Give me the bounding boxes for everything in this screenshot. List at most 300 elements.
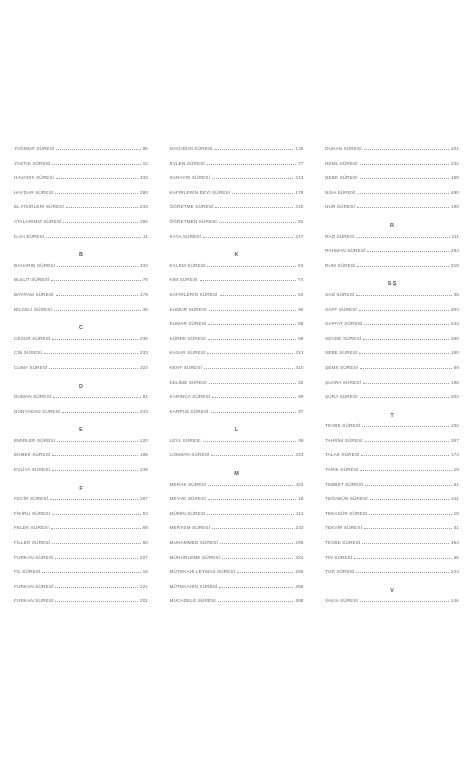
entry-name: TEBBET SÜRESİ xyxy=(325,481,364,487)
dot-leader xyxy=(52,336,138,340)
dot-leader xyxy=(232,190,293,194)
entry-page-number: 390 xyxy=(139,189,148,195)
index-entry xyxy=(14,292,148,307)
index-entry xyxy=(325,204,459,219)
entry-page-number: 190 xyxy=(450,204,459,210)
index-entry xyxy=(14,511,148,526)
entry-name: BULUT SÜRESİ xyxy=(14,277,50,283)
dot-leader xyxy=(212,394,296,398)
entry-name: SAD SÜRESİ xyxy=(325,291,355,297)
entry-page-number: 310 xyxy=(295,364,304,370)
entry-page-number: 52 xyxy=(298,218,304,224)
section-letter: K xyxy=(234,252,239,259)
entry-page-number: 138 xyxy=(139,467,148,473)
dot-leader xyxy=(57,263,138,267)
entry-page-number: 18 xyxy=(453,510,459,516)
entry-name: KARPUZ SÜRESİ xyxy=(169,408,209,414)
entry-page-number: 111 xyxy=(451,233,459,239)
dot-leader xyxy=(211,409,297,413)
dot-leader xyxy=(204,365,294,369)
entry-name: ÖĞRETME SÜRESİ xyxy=(169,204,214,210)
entry-page-number: 159 xyxy=(450,175,459,181)
dot-leader xyxy=(52,452,138,456)
entry-page-number: 298 xyxy=(295,540,304,546)
index-entry xyxy=(14,467,148,482)
dot-leader xyxy=(52,511,141,515)
entry-page-number: 46 xyxy=(142,306,148,312)
entry-page-number: 318 xyxy=(450,262,459,268)
index-entry xyxy=(14,234,148,249)
index-entry xyxy=(325,146,459,161)
entry-page-number: 63 xyxy=(298,262,304,268)
index-entry xyxy=(14,161,148,176)
entry-name: MEYVE SÜRESİ xyxy=(169,496,206,502)
entry-name: RUM SÜRESİ xyxy=(325,262,356,268)
index-entry xyxy=(170,365,304,380)
index-entry xyxy=(170,380,304,395)
entry-name: TEĞABÜN SÜRESİ xyxy=(325,496,368,502)
dot-leader xyxy=(362,540,449,544)
dot-leader xyxy=(219,584,293,588)
entry-name: EVLİYA SÜRESİ xyxy=(14,467,50,473)
entry-name: FURKAN SÜRESİ xyxy=(14,583,54,589)
index-entry xyxy=(170,336,304,351)
entry-page-number: 102 xyxy=(450,423,459,429)
index-column xyxy=(14,146,148,604)
dot-leader xyxy=(56,146,140,150)
section-letter: M xyxy=(234,471,239,478)
entry-name: FİLLER SÜRESİ xyxy=(14,540,50,546)
index-entry xyxy=(325,161,459,176)
dot-leader xyxy=(364,321,449,325)
dot-leader xyxy=(369,511,451,515)
entry-page-number: 39 xyxy=(298,437,304,443)
entry-name: EMİRLER SÜRESİ xyxy=(14,437,55,443)
entry-name: SAFF SÜRESİ xyxy=(325,306,357,312)
dot-leader xyxy=(63,219,138,223)
entry-name: SEBE SÜRESİ xyxy=(325,350,358,356)
entry-name: VAKIA SÜRESİ xyxy=(325,598,359,604)
index-entry xyxy=(14,394,148,409)
dot-leader xyxy=(51,277,140,281)
entry-name: MÜTEKAHİN SÜRESİ xyxy=(169,583,218,589)
entry-name: FİL SÜRESİ xyxy=(14,569,41,575)
index-entry xyxy=(170,452,304,467)
entry-page-number: 88 xyxy=(298,335,304,341)
index-entry xyxy=(170,584,304,599)
dot-leader xyxy=(203,438,296,442)
dot-leader xyxy=(54,307,141,311)
dot-leader xyxy=(207,263,296,267)
entry-page-number: 255 xyxy=(295,569,304,575)
entry-name: KALEM SÜRESİ xyxy=(169,262,206,268)
dot-leader xyxy=(207,350,293,354)
entry-page-number: 19 xyxy=(453,467,459,473)
dot-leader xyxy=(364,525,452,529)
entry-name: NUR SÜRESİ xyxy=(325,204,355,210)
entry-name: KASAR SÜRESİ xyxy=(169,350,206,356)
dot-leader xyxy=(357,263,448,267)
entry-name: ŞEMS SÜRESİ xyxy=(325,364,359,370)
dot-leader xyxy=(50,496,138,500)
index-entry xyxy=(325,263,459,278)
index-entry xyxy=(170,598,304,613)
entry-name: KİM SÜRESİ xyxy=(169,277,198,283)
dot-leader xyxy=(220,540,293,544)
entry-name: KÜREK SÜRESİ xyxy=(169,335,206,341)
entry-name: BAHARIN SÜRESİ xyxy=(14,262,55,268)
entry-name: DUHAN SÜRESİ xyxy=(325,146,362,151)
entry-page-number: 227 xyxy=(139,554,148,560)
entry-page-number: 99 xyxy=(298,394,304,400)
entry-page-number: 121 xyxy=(139,583,148,589)
dot-leader xyxy=(354,555,451,559)
entry-page-number: 332 xyxy=(139,175,148,181)
entry-name: LOKMAN SÜRESİ xyxy=(169,452,210,458)
dot-leader xyxy=(361,452,448,456)
entry-page-number: 178 xyxy=(139,291,148,297)
entry-name: TEKASÜR SÜRESİ xyxy=(325,510,368,516)
index-entry xyxy=(170,292,304,307)
entry-name: CUMA SÜRESİ xyxy=(14,364,48,370)
entry-name: CİN SÜRESİ xyxy=(14,350,42,356)
entry-page-number: 223 xyxy=(450,569,459,575)
entry-page-number: 179 xyxy=(295,189,304,195)
entry-name: RAHMAN SÜRESİ xyxy=(325,248,366,254)
section-letter: T xyxy=(390,412,394,419)
entry-page-number: 288 xyxy=(295,583,304,589)
entry-page-number: 454 xyxy=(450,540,459,546)
index-column xyxy=(169,146,304,604)
index-entry xyxy=(170,204,304,219)
index-entry xyxy=(325,175,459,190)
index-entry xyxy=(325,292,459,307)
dot-leader xyxy=(211,452,293,456)
dot-leader xyxy=(52,161,140,165)
dot-leader xyxy=(215,204,293,208)
index-entry xyxy=(170,219,304,234)
entry-name: FELEK SÜRESİ xyxy=(14,525,49,531)
dot-leader xyxy=(46,234,141,238)
entry-page-number: 18 xyxy=(298,496,304,502)
index-entry xyxy=(170,496,304,511)
entry-name: DUMAN SÜRESİ xyxy=(14,394,52,400)
index-entry xyxy=(14,219,148,234)
index-entry xyxy=(14,438,148,453)
dot-leader xyxy=(359,307,449,311)
dot-leader xyxy=(62,409,138,413)
index-entry xyxy=(325,511,459,526)
entry-page-number: 101 xyxy=(450,146,459,151)
dot-leader xyxy=(208,496,296,500)
index-entry xyxy=(170,569,304,584)
index-entry xyxy=(170,438,304,453)
entry-page-number: 235 xyxy=(139,335,148,341)
dot-leader xyxy=(356,569,448,573)
entry-page-number: 31 xyxy=(453,525,459,531)
entry-page-number: 323 xyxy=(139,364,148,370)
entry-page-number: 404 xyxy=(450,394,459,400)
entry-name: FURKAN SÜRESİ xyxy=(14,598,54,604)
index-entry xyxy=(14,307,148,322)
entry-name: İLAH SÜRESİ xyxy=(14,233,45,239)
dot-leader xyxy=(360,598,449,602)
section-letter: L xyxy=(234,427,239,434)
entry-page-number: 88 xyxy=(298,321,304,327)
entry-name: BAYRAM SÜRESİ xyxy=(14,291,54,297)
entry-name: LEYL SÜRESİ xyxy=(169,437,201,443)
entry-page-number: 150 xyxy=(139,218,148,224)
index-entry xyxy=(14,190,148,205)
entry-page-number: 11 xyxy=(142,233,148,239)
entry-page-number: 12 xyxy=(142,160,148,166)
index-entry xyxy=(14,204,148,219)
index-entry xyxy=(170,350,304,365)
entry-page-number: 187 xyxy=(139,496,148,502)
section-letter: E xyxy=(79,427,83,434)
dot-leader xyxy=(363,336,449,340)
entry-name: EKMEK SÜRESİ xyxy=(14,452,51,458)
index-columns xyxy=(14,146,459,604)
entry-page-number: 213 xyxy=(295,175,304,181)
index-entry xyxy=(14,263,148,278)
dot-leader xyxy=(218,598,294,602)
dot-leader xyxy=(222,555,293,559)
entry-page-number: 233 xyxy=(139,350,148,356)
dot-leader xyxy=(212,175,293,179)
index-entry xyxy=(325,350,459,365)
dot-leader xyxy=(53,394,140,398)
entry-page-number: 136 xyxy=(295,146,304,151)
dot-leader xyxy=(208,336,296,340)
index-entry xyxy=(14,365,148,380)
entry-page-number: 180 xyxy=(450,350,459,356)
entry-page-number: 443 xyxy=(450,321,459,327)
entry-page-number: 232 xyxy=(295,525,304,531)
index-entry xyxy=(325,234,459,249)
entry-name: KAYA SÜRESİ xyxy=(169,233,201,239)
dot-leader xyxy=(44,350,138,354)
dot-leader xyxy=(360,161,449,165)
entry-name: EL FİKİRLERİ SÜRESİ xyxy=(14,204,64,210)
index-entry xyxy=(325,307,459,322)
entry-page-number: 411 xyxy=(451,496,459,502)
entry-page-number: 66 xyxy=(453,554,459,560)
dot-leader xyxy=(365,438,449,442)
index-entry xyxy=(14,175,148,190)
entry-name: DÜNYADAN SÜRESİ xyxy=(14,408,61,414)
entry-name: MERAK SÜRESİ xyxy=(169,481,207,487)
entry-name: MÜCADELE SÜRESİ xyxy=(169,598,216,604)
index-entry xyxy=(170,307,304,322)
entry-page-number: 174 xyxy=(450,452,459,458)
dot-leader xyxy=(55,555,138,559)
index-entry xyxy=(170,263,304,278)
index-entry xyxy=(325,482,459,497)
dot-leader xyxy=(207,161,296,165)
entry-page-number: 89 xyxy=(142,525,148,531)
dot-leader xyxy=(42,569,140,573)
index-entry xyxy=(170,511,304,526)
entry-page-number: 232 xyxy=(450,160,459,166)
entry-name: FURKAN SÜRESİ xyxy=(14,554,54,560)
entry-page-number: 201 xyxy=(139,598,148,604)
dot-leader xyxy=(363,380,449,384)
entry-page-number: 304 xyxy=(450,306,459,312)
entry-name: TEKVİR SÜRESİ xyxy=(325,525,362,531)
index-entry xyxy=(325,380,459,395)
entry-page-number: 324 xyxy=(295,554,304,560)
entry-page-number: 74 xyxy=(298,277,304,283)
entry-name: CESUR SÜRESİ xyxy=(14,335,51,341)
index-entry xyxy=(170,190,304,205)
dot-leader xyxy=(219,219,296,223)
index-entry xyxy=(14,569,148,584)
index-entry xyxy=(325,321,459,336)
dot-leader xyxy=(55,584,138,588)
entry-name: TEVBE SÜRESİ xyxy=(325,423,361,429)
index-entry xyxy=(325,248,459,263)
index-entry xyxy=(14,525,148,540)
entry-name: RAD SÜRESİ xyxy=(325,233,355,239)
entry-name: FECİR SÜRESİ xyxy=(14,496,49,502)
dot-leader xyxy=(57,438,138,442)
index-entry xyxy=(170,555,304,570)
section-letter: F xyxy=(79,485,83,492)
index-entry xyxy=(170,175,304,190)
entry-page-number: 360 xyxy=(450,335,459,341)
index-entry xyxy=(325,569,459,584)
index-entry xyxy=(325,190,459,205)
dot-leader xyxy=(208,482,293,486)
index-entry xyxy=(14,496,148,511)
entry-page-number: 32 xyxy=(298,379,304,385)
entry-name: KUMAR SÜRESİ xyxy=(169,321,207,327)
dot-leader xyxy=(208,321,296,325)
entry-name: TARIK SÜRESİ xyxy=(325,467,359,473)
entry-page-number: 16 xyxy=(142,569,148,575)
entry-name: YAĞMUR SÜRESİ xyxy=(14,146,55,151)
entry-page-number: 480 xyxy=(450,189,459,195)
dot-leader xyxy=(370,496,449,500)
dot-leader xyxy=(215,146,294,150)
entry-name: BİLGELİ SÜRESİ xyxy=(14,306,52,312)
dot-leader xyxy=(359,350,449,354)
dot-leader xyxy=(55,598,138,602)
section-letter: C xyxy=(79,325,83,332)
entry-page-number: 367 xyxy=(450,437,459,443)
entry-page-number: 81 xyxy=(142,394,148,400)
entry-page-number: 63 xyxy=(142,510,148,516)
index-entry xyxy=(14,146,148,161)
index-entry xyxy=(325,540,459,555)
entry-name: TUR SÜRESİ xyxy=(325,569,355,575)
entry-page-number: 198 xyxy=(450,379,459,385)
entry-page-number: 310 xyxy=(295,204,304,210)
entry-page-number: 76 xyxy=(142,277,148,283)
index-entry xyxy=(170,525,304,540)
entry-page-number: 37 xyxy=(298,408,304,414)
entry-name: DAVUDUN SÜRESİ xyxy=(169,146,213,151)
entry-name: HAVADİS SÜRESİ xyxy=(14,175,55,181)
dot-leader xyxy=(56,175,138,179)
entry-page-number: 35 xyxy=(453,291,459,297)
dot-leader xyxy=(360,467,451,471)
index-entry xyxy=(325,555,459,570)
entry-name: YASTIK SÜRESİ xyxy=(14,160,51,166)
dot-leader xyxy=(357,234,450,238)
dot-leader xyxy=(364,146,449,150)
dot-leader xyxy=(66,204,138,208)
index-entry xyxy=(170,161,304,176)
index-entry xyxy=(14,540,148,555)
index-entry xyxy=(325,452,459,467)
index-entry xyxy=(14,277,148,292)
dot-leader xyxy=(207,511,293,515)
index-entry xyxy=(170,234,304,249)
dot-leader xyxy=(362,423,449,427)
entry-name: ŞÜRA SÜRESİ xyxy=(325,394,358,400)
entry-page-number: 95 xyxy=(298,306,304,312)
entry-name: MÜHÜRLEME SÜRESİ xyxy=(169,554,221,560)
entry-name: TALAK SÜRESİ xyxy=(325,452,360,458)
index-entry xyxy=(170,409,304,424)
entry-name: KEHF SÜRESİ xyxy=(169,364,202,370)
dot-leader xyxy=(356,292,451,296)
entry-name: TEVBE SÜRESİ xyxy=(325,540,361,546)
dot-leader xyxy=(367,248,449,252)
dot-leader xyxy=(203,234,293,238)
index-entry xyxy=(325,598,459,613)
index-entry xyxy=(14,555,148,570)
dot-leader xyxy=(52,467,138,471)
entry-page-number: 243 xyxy=(139,408,148,414)
dot-leader xyxy=(55,190,138,194)
index-entry xyxy=(14,350,148,365)
dot-leader xyxy=(209,307,296,311)
index-entry xyxy=(170,146,304,161)
index-entry xyxy=(14,452,148,467)
dot-leader xyxy=(49,365,137,369)
entry-page-number: 217 xyxy=(295,233,304,239)
index-entry xyxy=(14,598,148,613)
dot-leader xyxy=(212,525,293,529)
section-letter: R xyxy=(390,222,394,229)
entry-page-number: 114 xyxy=(295,510,304,516)
index-entry xyxy=(325,394,459,409)
entry-name: NEBE SÜRESİ xyxy=(325,175,358,181)
index-entry xyxy=(170,482,304,497)
index-entry xyxy=(325,467,459,482)
entry-name: EVLEN SÜRESİ xyxy=(169,160,205,166)
entry-page-number: 77 xyxy=(298,160,304,166)
index-entry xyxy=(325,423,459,438)
section-letter: S Ş xyxy=(387,281,397,288)
section-letter: V xyxy=(390,587,394,594)
entry-page-number: 61 xyxy=(453,481,459,487)
index-column xyxy=(325,146,459,604)
dot-leader xyxy=(51,525,141,529)
entry-name: MUHAMMED SÜRESİ xyxy=(169,540,218,546)
entry-name: MÜTEKAHİ LEYMAS SÜRESİ xyxy=(169,569,235,575)
entry-name: SAFFAT SÜRESİ xyxy=(325,321,363,327)
index-entry xyxy=(325,525,459,540)
entry-name: SECDE SÜRESİ xyxy=(325,335,362,341)
dot-leader xyxy=(360,394,449,398)
dot-leader xyxy=(200,277,296,281)
entry-page-number: 288 xyxy=(295,598,304,604)
dot-leader xyxy=(360,175,449,179)
